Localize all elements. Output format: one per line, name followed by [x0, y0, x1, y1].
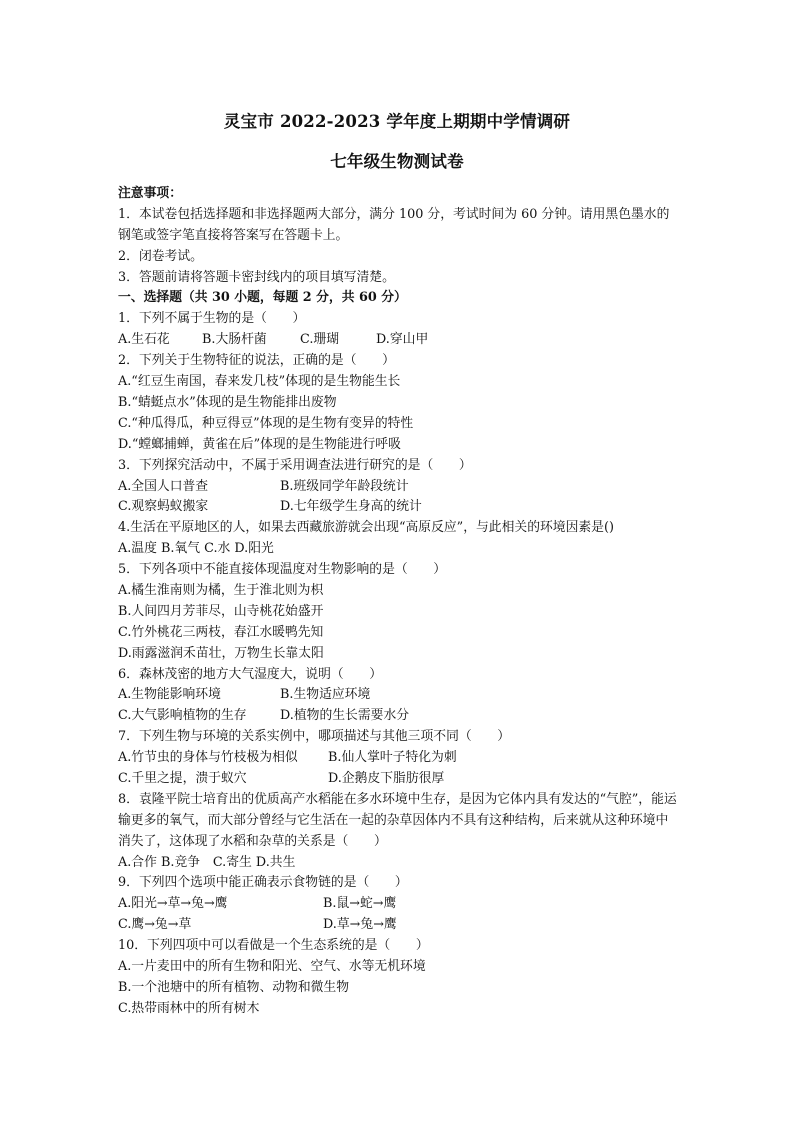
option-row — [118, 477, 678, 498]
question-stem: 5．下列各项中不能直接体现温度对生物影响的是（ ） — [118, 562, 447, 578]
option: B.仙人掌叶子特化为刺 — [328, 750, 457, 766]
option: C.竹外桃花三两枝，春江水暖鸭先知 — [118, 624, 324, 640]
option-row — [118, 894, 678, 915]
option: B.人间四月芳菲尽，山寺桃花始盛开 — [118, 603, 324, 619]
option-row — [118, 769, 678, 790]
exam-subtitle: 七年级生物测试卷 — [330, 152, 464, 171]
option: B.大肠杆菌 — [202, 332, 267, 348]
option: D.企鹅皮下脂肪很厚 — [328, 770, 445, 786]
option: D.草→兔→鹰 — [323, 917, 397, 933]
question-stem: 7．下列生物与环境的关系实例中，哪项描述与其他三项不同（ ） — [118, 729, 511, 745]
option-row — [118, 915, 678, 936]
option: A.温度 B.氧气 C.水 D.阳光 — [118, 541, 274, 557]
note-item-3: 3．答题前请将答题卡密封线内的项目填写清楚。 — [118, 269, 395, 285]
exam-content — [118, 184, 678, 1020]
question-stem: 4.生活在平原地区的人，如果去西藏旅游就会出现“高原反应”，与此相关的环境因素是() — [118, 520, 614, 536]
notes-heading: 注意事项： — [118, 186, 182, 201]
question-stem: 9．下列四个选项中能正确表示食物链的是（ ） — [118, 875, 408, 891]
option: B.一个池塘中的所有植物、动物和微生物 — [118, 979, 350, 995]
option: A.“红豆生南国，春来发几枝”体现的是生物能生长 — [118, 374, 401, 390]
option: C.观察蚂蚁搬家 — [118, 499, 209, 515]
option: D.七年级学生身高的统计 — [280, 499, 422, 515]
note-item-1: 1．本试卷包括选择题和非选择题两大部分，满分 100 分，考试时间为 60 分钟。请用黑色墨水的钢笔或签字笔直接将答案写在答题卡上。 — [118, 206, 670, 243]
option: A.竹节虫的身体与竹枝极为相似 — [118, 750, 298, 766]
option: B.生物适应环境 — [280, 687, 371, 703]
option: A.全国人口普查 — [118, 478, 209, 494]
question-stem: 8．袁隆平院士培育出的优质高产水稻能在多水环境中生存，是因为它体内具有发达的“气腔”，能运输更多的氧气，而大部分曾经与它生活在一起的杂草因体内不具有这种结构，后来就从这种环境中消失了，这体现了水稻和杂草的关系是（ ） — [118, 791, 677, 849]
question-stem: 10．下列四项中可以看做是一个生态系统的是（ ） — [118, 938, 429, 954]
option-row — [118, 706, 678, 727]
option: A.合作 B.竞争 C.寄生 D.共生 — [118, 854, 296, 870]
exam-title: 灵宝市 2022-2023 学年度上期期中学情调研 — [223, 112, 571, 131]
option: B.“蜻蜓点水”体现的是生物能排出废物 — [118, 394, 337, 410]
question-stem: 1．下列不属于生物的是（ ） — [118, 311, 306, 327]
option-row — [118, 330, 678, 351]
option: B.班级同学年龄段统计 — [280, 478, 409, 494]
section-heading: 一、选择题（共 30 小题，每题 2 分，共 60 分） — [118, 290, 407, 306]
note-item-2: 2．闭卷考试。 — [118, 248, 203, 264]
option: A.一片麦田中的所有生物和阳光、空气、水等无机环境 — [118, 959, 426, 975]
option: C.“种瓜得瓜，种豆得豆”体现的是生物有变异的特性 — [118, 415, 414, 431]
option: A.橘生淮南则为橘，生于淮北则为枳 — [118, 582, 324, 598]
option: D.“螳螂捕蝉，黄雀在后”体现的是生物能进行呼吸 — [118, 436, 401, 452]
option: D.穿山甲 — [376, 332, 429, 348]
option: D.雨露滋润禾苗壮，万物生长靠太阳 — [118, 645, 324, 661]
option: C.大气影响植物的生存 — [118, 708, 247, 724]
option: A.生石花 — [118, 332, 170, 348]
option-row — [118, 748, 678, 769]
option: A.生物能影响环境 — [118, 687, 221, 703]
question-stem: 2．下列关于生物特征的说法，正确的是（ ） — [118, 353, 395, 369]
option: D.植物的生长需要水分 — [280, 708, 410, 724]
option: B.鼠→蛇→鹰 — [323, 896, 397, 912]
option: C.热带雨林中的所有树木 — [118, 1000, 260, 1016]
option: C.鹰→兔→草 — [118, 917, 192, 933]
option: A.阳光→草→兔→鹰 — [118, 896, 228, 912]
option-row — [118, 497, 678, 518]
question-stem: 3．下列探究活动中，不属于采用调查法进行研究的是（ ） — [118, 457, 472, 473]
option: C.珊瑚 — [300, 332, 339, 348]
question-stem: 6．森林茂密的地方大气湿度大，说明（ ） — [118, 666, 383, 682]
option-row — [118, 685, 678, 706]
option: C.千里之提，溃于蚁穴 — [118, 770, 247, 786]
